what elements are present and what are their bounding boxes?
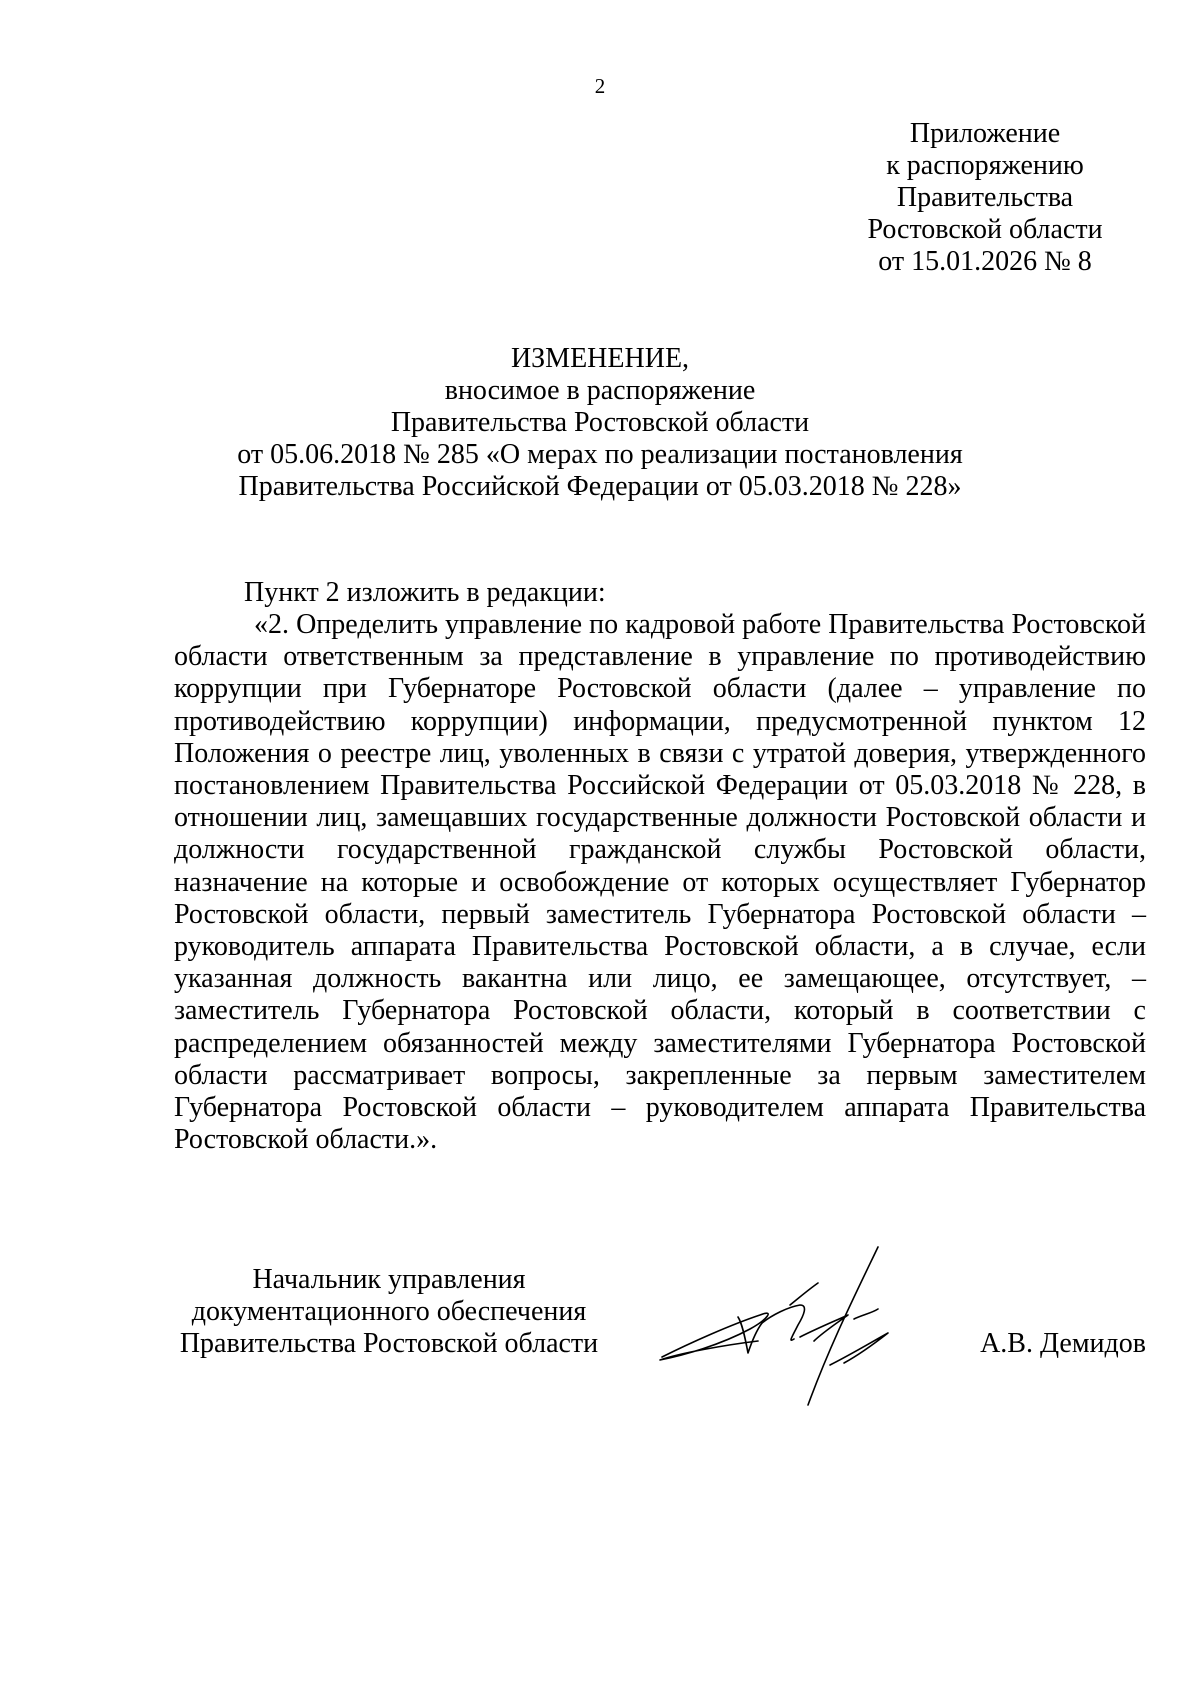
- appendix-line: Приложение: [909, 118, 1061, 149]
- appendix-date-number: от 15.01.2026 № 8: [878, 246, 1092, 277]
- signer-position-line: Начальник управления: [252, 1264, 526, 1295]
- intro-paragraph: Пункт 2 изложить в редакции:: [244, 577, 606, 608]
- appendix-block: [835, 118, 1135, 278]
- page-number: 2: [594, 74, 606, 98]
- signer-position: [174, 1264, 604, 1360]
- signer-name: А.В. Демидов: [980, 1328, 1146, 1359]
- handwritten-signature-icon: [650, 1245, 940, 1410]
- appendix-line: Правительства: [896, 182, 1074, 213]
- heading-line: вносимое в распоряжение: [444, 375, 756, 406]
- heading-line: от 05.06.2018 № 285 «О мерах по реализации постановления: [237, 439, 963, 470]
- signer-position-line: документационного обеспечения: [191, 1296, 587, 1327]
- heading-title: ИЗМЕНЕНИЕ,: [510, 343, 690, 374]
- heading-line: Правительства Российской Федерации от 05.03.2018 № 228»: [238, 471, 962, 502]
- signer-position-line: Правительства Ростовской области: [179, 1328, 599, 1359]
- heading-line: Правительства Ростовской области: [390, 407, 810, 438]
- appendix-line: Ростовской области: [867, 214, 1103, 245]
- appendix-line: к распоряжению: [886, 150, 1084, 181]
- amendment-text: «2. Определить управление по кадровой работе Правительства Ростовской области ответственным за представление в управление по противодействию коррупции при Губернаторе Ростовской области (далее – управление по противодействию коррупции) информации, предусмотренной пунктом 12 Положения о реестре лиц, уволенных в связи с утратой доверия, утвержденного постановлением Правительства Российской Федерации от 05.03.2018 № 228, в отношении лиц, замещавших государственные должности Ростовской области и должности государственной гражданской службы Ростовской области, назначение на которые и освобождение от которых осуществляет Губернатор Ростовской области, первый заместитель Губернатора Ростовской области – руководитель аппарата Правительства Ростовской области, а в случае, если указанная должность вакантна или лицо, ее замещающее, отсутствует, – заместитель Губернатора Ростовской области, который в соответствии с распределением обязанностей между заместителями Губернатора Ростовской области рассматривает вопросы, закрепленные за первым заместителем Губернатора Ростовской области – руководителем аппарата Правительства Ростовской области.».: [174, 609, 1146, 1156]
- document-heading: [150, 343, 1050, 503]
